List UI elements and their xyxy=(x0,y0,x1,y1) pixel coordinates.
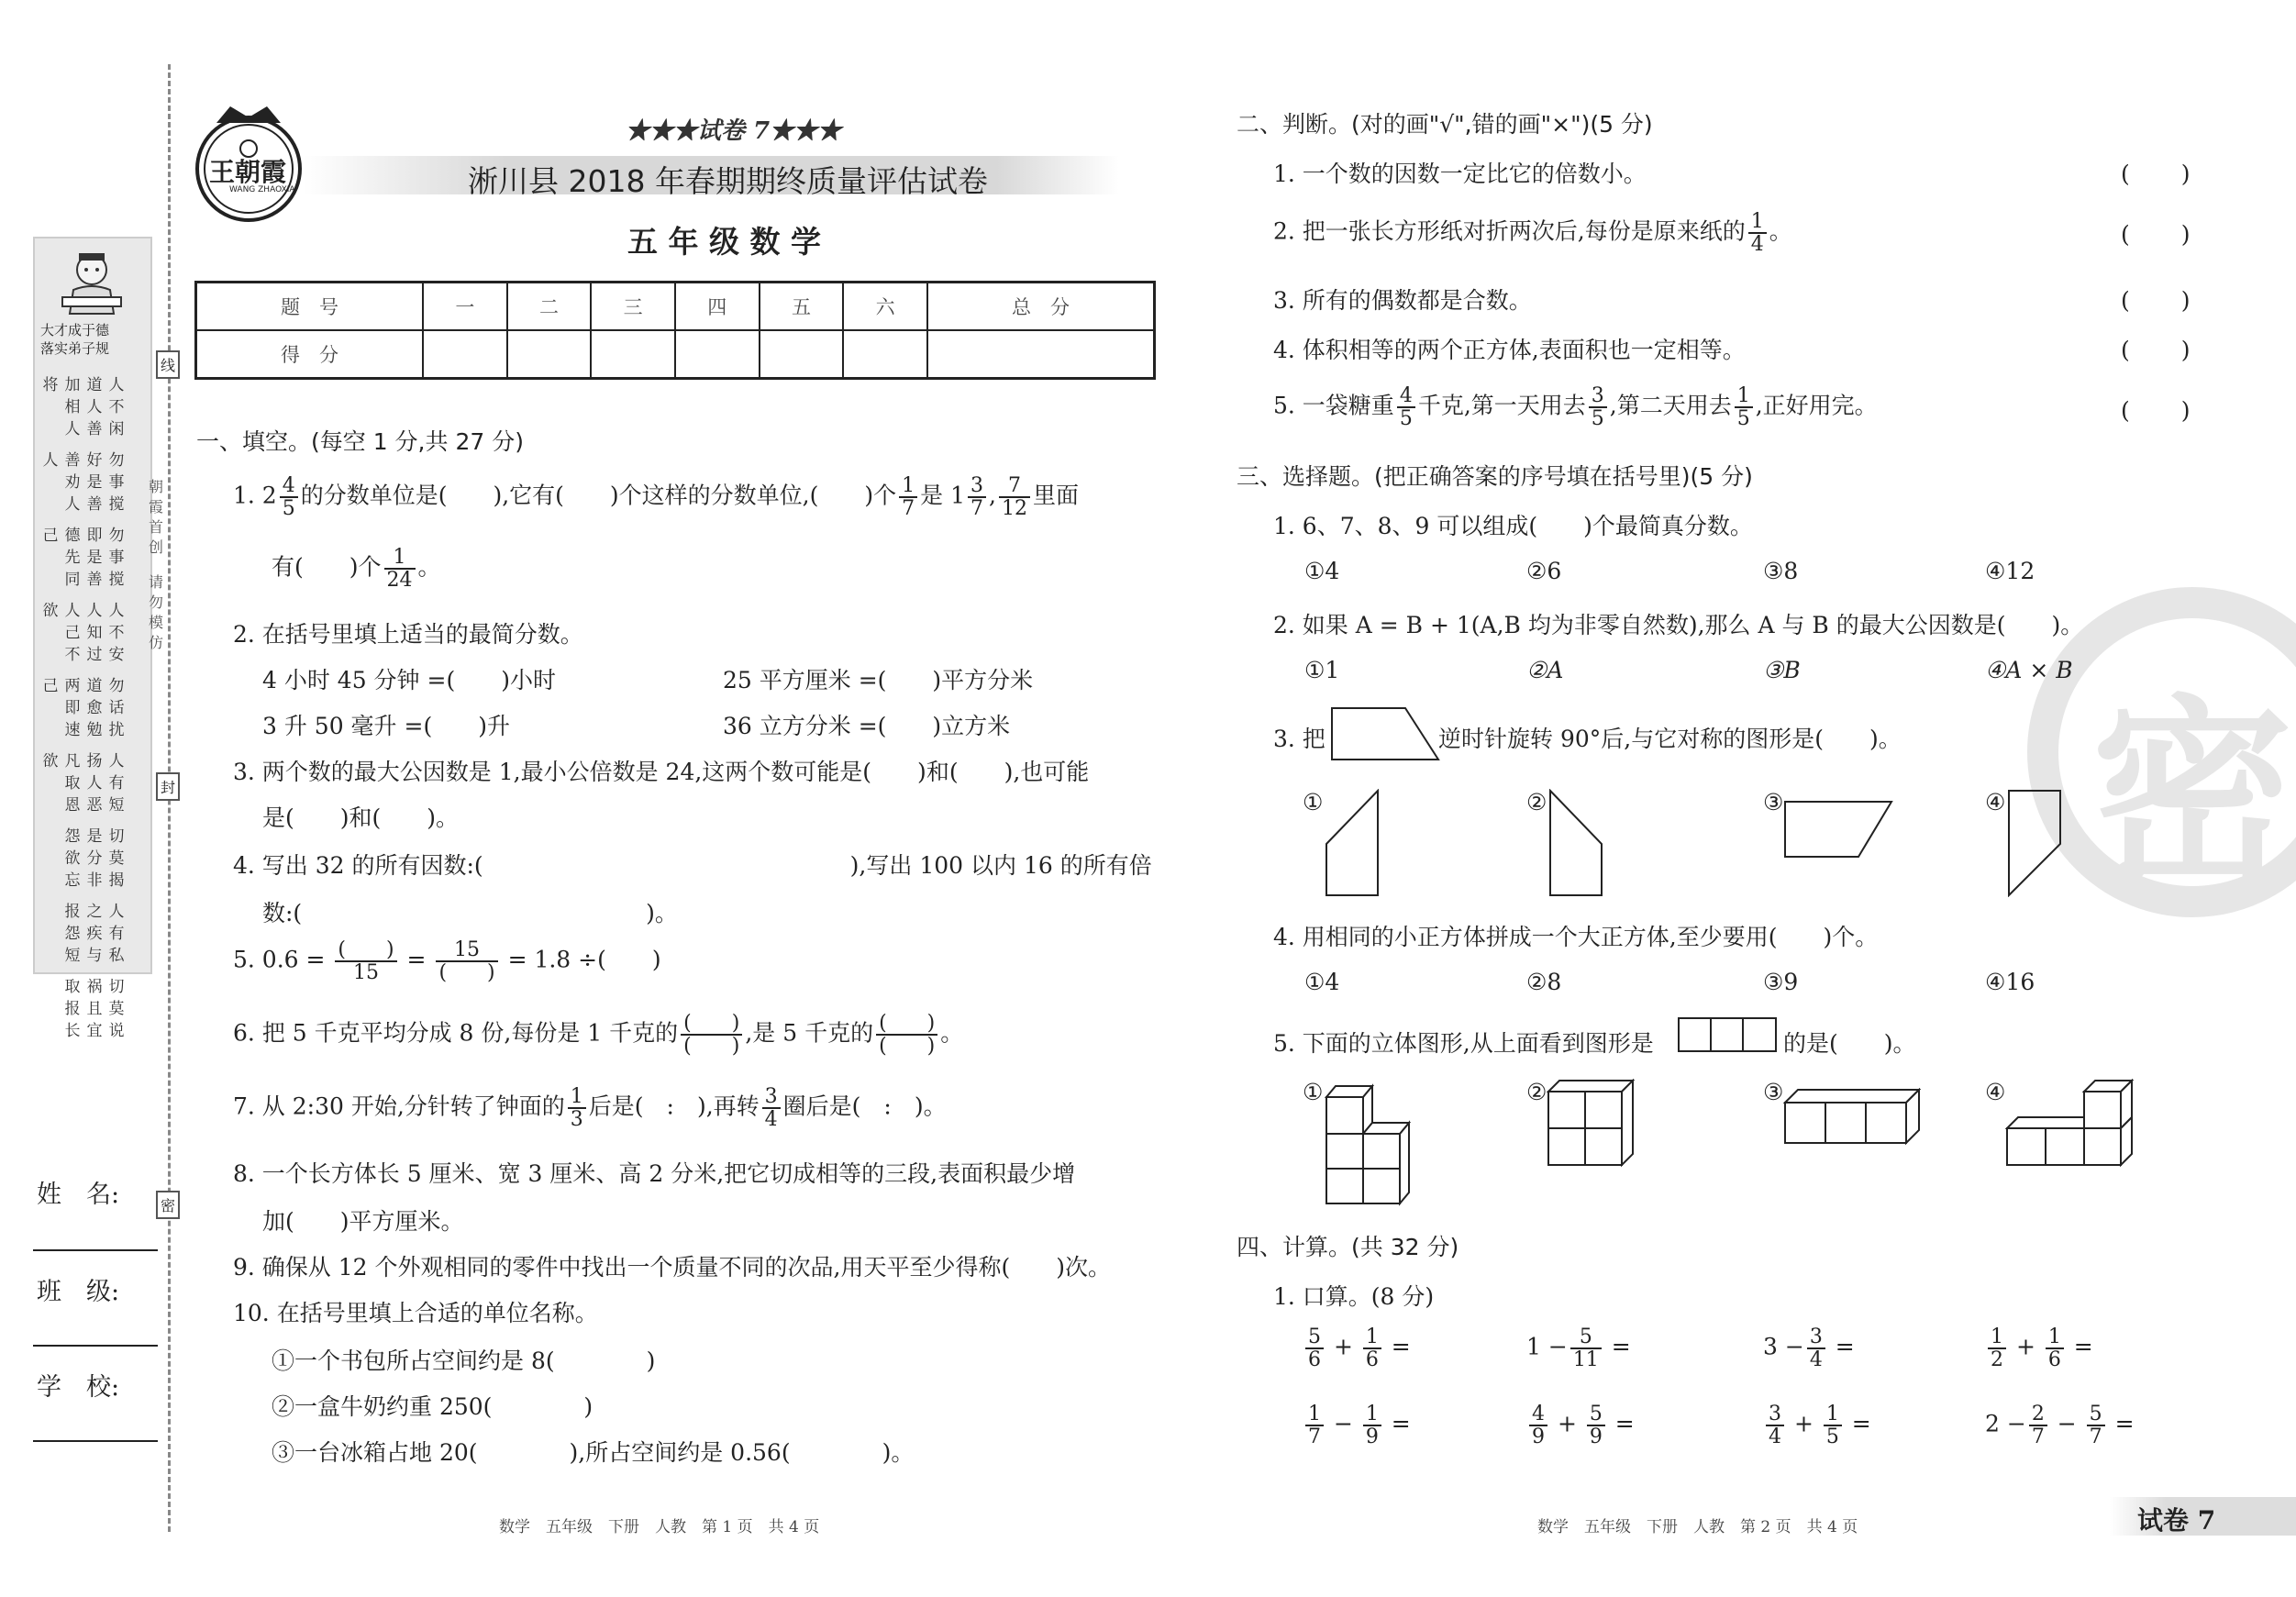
secret-watermark-char: 密 xyxy=(2091,678,2294,913)
s3-q1-opt-2[interactable]: ②6 xyxy=(1526,558,1562,584)
motto-column: 加相人 xyxy=(64,376,81,438)
s3-q4-opt-1[interactable]: ①4 xyxy=(1304,969,1340,995)
motto-column: 扬人恶 xyxy=(86,752,103,815)
s2-answer-1[interactable]: ( ) xyxy=(2121,161,2192,187)
s1-q1-line2: 有( )个 $\frac{1}{24}$ 。 xyxy=(272,546,441,593)
score-cell[interactable] xyxy=(927,330,1155,379)
motto-column: 即是善 xyxy=(86,527,103,589)
table-header-cell: 一 xyxy=(423,283,507,331)
s2-q2: 2. 把一张长方形纸对折两次后,每份是原来纸的 $\frac{1}{4}$ 。 xyxy=(1273,210,1792,257)
section-3-heading: 三、选择题。(把正确答案的序号填在括号里)(5 分) xyxy=(1237,463,1753,490)
score-table xyxy=(194,281,1156,380)
motto-column: 道愈勉 xyxy=(86,677,103,739)
motto-column: 切莫说 xyxy=(108,978,125,1040)
s1-q4-line1: 4. 写出 32 的所有因数:( ),写出 100 以内 16 的所有倍 xyxy=(233,852,1152,879)
top-view-figure xyxy=(1677,1016,1778,1053)
motto-column: 凡取恩 xyxy=(64,752,81,815)
score-cell[interactable] xyxy=(423,330,507,379)
table-header-cell: 四 xyxy=(675,283,760,331)
s3-q2-opt-4[interactable]: ④A × B xyxy=(1985,657,2073,683)
table-row-label: 得 分 xyxy=(196,330,424,379)
s1-q10-1: ①一个书包所占空间约是 8( ) xyxy=(272,1347,656,1374)
sidebar-caption: 大才成于德 落实弟子规 xyxy=(40,322,110,357)
motto-column: 是分非 xyxy=(86,827,103,890)
s3-q1-opt-3[interactable]: ③8 xyxy=(1763,558,1799,584)
fold-mark-1: 线 xyxy=(156,350,180,379)
s1-q3-line1: 3. 两个数的最大公因数是 1,最小公倍数是 24,这两个数可能是( )和( ),也可能 xyxy=(233,759,1090,785)
s1-q5: 5. 0.6 = ( ) 15 = 15 ( ) = 1.8 ÷( ) xyxy=(233,938,661,985)
section-2-heading: 二、判断。(对的画"√",错的画"×")(5 分) xyxy=(1237,111,1653,138)
fold-mark-3: 密 xyxy=(156,1191,180,1219)
footer-tag: 试卷 7 xyxy=(2137,1505,2216,1536)
s3-q3-opt-4[interactable]: ④ xyxy=(1985,789,2006,815)
motto-column: 人不闲 xyxy=(108,376,125,438)
s1-q8-line1: 8. 一个长方体长 5 厘米、宽 3 厘米、高 2 分米,把它切成相等的三段,表面积最少增 xyxy=(233,1160,1076,1187)
series-label: ★★★试卷 7★★★ xyxy=(626,117,842,145)
table-header-cell: 二 xyxy=(507,283,592,331)
s3-q1: 1. 6、7、8、9 可以组成( )个最简真分数。 xyxy=(1273,513,1753,539)
s2-answer-3[interactable]: ( ) xyxy=(2121,287,2192,314)
motto-column: 之疾与 xyxy=(86,903,103,965)
table-header-cell: 三 xyxy=(591,283,675,331)
motto-column: 人不安 xyxy=(108,602,125,664)
s3-q2-opt-3[interactable]: ③B xyxy=(1763,657,1801,683)
motto-column: 人 xyxy=(42,451,59,470)
s2-q5: 5. 一袋糖重 $\frac{4}{5}$ 千克,第一天用去 $\frac{3}{5}$ ,第二天用去 $\frac{1}{5}$ ,正好用完。 xyxy=(1273,384,1878,431)
s3-q5-opt-4[interactable]: ④ xyxy=(1985,1079,2006,1105)
score-cell[interactable] xyxy=(675,330,760,379)
s1-q6: 6. 把 5 千克平均分成 8 份,每份是 1 千克的 ( ) ( ) ,是 5 千克的 ( ) ( ) 。 xyxy=(233,1012,964,1059)
s2-answer-5[interactable]: ( ) xyxy=(2121,397,2192,424)
option-shape-4[interactable] xyxy=(2007,789,2062,897)
s1-q9: 9. 确保从 12 个外观相同的零件中找出一个质量不同的次品,用天平至少得称( )次。 xyxy=(233,1254,1111,1281)
motto-column: 人知过 xyxy=(86,602,103,664)
motto-column: 将 xyxy=(42,376,59,394)
table-header-cell: 六 xyxy=(843,283,927,331)
exam-title: 淅川县 2018 年春期期终质量评估试卷 xyxy=(468,163,988,199)
motto-column: 德先同 xyxy=(64,527,81,589)
s3-q3-prefix: 3. 把 xyxy=(1273,726,1325,752)
s2-answer-2[interactable]: ( ) xyxy=(2121,221,2192,248)
vertical-note-2: 请勿模仿 xyxy=(149,573,164,651)
trapezoid-figure xyxy=(1330,706,1440,761)
calc-expression: $\frac{1}{7}$ − $\frac{1}{9}$ = xyxy=(1303,1403,1411,1447)
calc-expression: $\frac{1}{2}$ + $\frac{1}{6}$ = xyxy=(1985,1326,2093,1370)
exam-subject: 五 年 级 数 学 xyxy=(627,224,821,260)
s3-q5-prefix: 5. 下面的立体图形,从上面看到图形是 xyxy=(1273,1030,1654,1057)
solid-option-1[interactable] xyxy=(1325,1079,1416,1207)
s2-q4: 4. 体积相等的两个正方体,表面积也一定相等。 xyxy=(1273,337,1746,363)
vertical-note-1: 朝霞首创 xyxy=(149,478,164,556)
s2-q1: 1. 一个数的因数一定比它的倍数小。 xyxy=(1273,161,1647,187)
s3-q1-opt-1[interactable]: ①4 xyxy=(1304,558,1340,584)
school-label: 学 校: xyxy=(37,1373,120,1402)
motto-column: 报怨短 xyxy=(64,903,81,965)
calc-expression: 3 − $\frac{3}{4}$ = xyxy=(1763,1325,1855,1372)
class-field-line[interactable] xyxy=(33,1345,158,1347)
motto-column: 善劝人 xyxy=(64,451,81,514)
school-field-line[interactable] xyxy=(33,1440,158,1442)
footer-left: 数学 五年级 下册 人教 第 1 页 共 4 页 xyxy=(499,1518,820,1536)
s2-answer-4[interactable]: ( ) xyxy=(2121,337,2192,363)
table-header-cell: 五 xyxy=(760,283,844,331)
class-label: 班 级: xyxy=(37,1278,120,1306)
s3-q1-opt-4[interactable]: ④12 xyxy=(1985,558,2035,584)
motto-column: 勿事搅 xyxy=(108,451,125,514)
name-label: 姓 名: xyxy=(37,1181,120,1209)
motto-column: 怨欲忘 xyxy=(64,827,81,890)
option-shape-3[interactable] xyxy=(1783,800,1893,859)
motto-column: 祸且宜 xyxy=(86,978,103,1040)
footer-right: 数学 五年级 下册 人教 第 2 页 共 4 页 xyxy=(1537,1518,1858,1536)
table-header-cell: 总 分 xyxy=(927,283,1155,331)
s3-q2: 2. 如果 A = B + 1(A,B 均为非零自然数),那么 A 与 B 的最大公因数是( )。 xyxy=(1273,612,2084,638)
s1-q3-line2: 是( )和( )。 xyxy=(262,804,460,831)
s3-q4-opt-4[interactable]: ④16 xyxy=(1985,969,2035,995)
calc-expression: $\frac{5}{6}$ + $\frac{1}{6}$ = xyxy=(1303,1326,1411,1370)
motto-column: 己 xyxy=(42,677,59,695)
table-header-cell: 题 号 xyxy=(196,283,424,331)
s3-q4-opt-2[interactable]: ②8 xyxy=(1526,969,1562,995)
s1-q2-r2-left: 3 升 50 毫升 =( )升 xyxy=(262,713,510,739)
s3-q5-opt-1[interactable]: ① xyxy=(1303,1079,1324,1105)
s1-q8-line2: 加( )平方厘米。 xyxy=(262,1208,464,1235)
motto-column: 勿话扰 xyxy=(108,677,125,739)
s1-q2-r2-right: 36 立方分米 =( )立方米 xyxy=(723,713,1011,739)
calc-expression: 2 − $\frac{2}{7}$ − $\frac{5}{7}$ = xyxy=(1985,1403,2135,1449)
s3-q5-opt-2[interactable]: ② xyxy=(1526,1079,1547,1105)
s3-q4: 4. 用相同的小正方体拼成一个大正方体,至少要用( )个。 xyxy=(1273,924,1879,950)
section-4-heading: 四、计算。(共 32 分) xyxy=(1237,1234,1459,1260)
score-cell[interactable] xyxy=(843,330,927,379)
s3-q2-opt-2[interactable]: ②A xyxy=(1526,657,1564,683)
section-1-heading: 一、填空。(每空 1 分,共 27 分) xyxy=(196,428,524,455)
motto-column: 人有私 xyxy=(108,903,125,965)
s3-q3-opt-3[interactable]: ③ xyxy=(1763,789,1784,815)
calc-expression: $\frac{3}{4}$ + $\frac{1}{5}$ = xyxy=(1763,1403,1871,1447)
s3-q3-text: 逆时针旋转 90°后,与它对称的图形是( )。 xyxy=(1438,726,1902,752)
option-shape-2[interactable] xyxy=(1548,789,1603,897)
motto-column: 取报长 xyxy=(64,978,81,1040)
motto-column: 道人善 xyxy=(86,376,103,438)
s1-q2-r1-left: 4 小时 45 分钟 =( )小时 xyxy=(262,667,556,693)
logo-text: 王朝霞 xyxy=(209,157,287,187)
s1-q10-2: ②一盒牛奶约重 250( ) xyxy=(272,1393,593,1420)
s3-q3-opt-2[interactable]: ② xyxy=(1526,789,1547,815)
s3-q5-text: 的是( )。 xyxy=(1783,1030,1916,1057)
s3-q5-opt-3[interactable]: ③ xyxy=(1763,1079,1784,1105)
solid-option-3[interactable] xyxy=(1783,1088,1921,1152)
s1-q4-line2: 数:( )。 xyxy=(262,900,678,926)
s4-sub1: 1. 口算。(8 分) xyxy=(1273,1283,1435,1310)
motto-column: 欲 xyxy=(42,752,59,771)
s1-q10: 10. 在括号里填上合适的单位名称。 xyxy=(233,1300,598,1326)
s3-q2-opt-1[interactable]: ①1 xyxy=(1304,657,1340,683)
option-shape-1[interactable] xyxy=(1325,789,1380,897)
name-field-line[interactable] xyxy=(33,1249,158,1251)
solid-option-4[interactable] xyxy=(2005,1079,2143,1170)
calc-expression: $\frac{4}{9}$ + $\frac{5}{9}$ = xyxy=(1526,1403,1635,1447)
score-cell[interactable] xyxy=(507,330,592,379)
score-cell[interactable] xyxy=(591,330,675,379)
logo-sub: WANG ZHAOXIA xyxy=(229,185,295,194)
s1-q1-line1: 1. 2 $\frac{4}{5}$ 的分数单位是( ),它有( )个这样的分数单位,( )个 $\frac{1}{7}$ 是 1 $\frac{3}{7}$ , $\frac{7}{12}$ 里面 xyxy=(233,474,1079,521)
mascot-figure xyxy=(55,246,128,319)
calc-expression: 1 − $\frac{5}{11}$ = xyxy=(1526,1325,1631,1372)
s1-q2: 2. 在括号里填上适当的最简分数。 xyxy=(233,621,583,648)
motto-column: 切莫揭 xyxy=(108,827,125,890)
s3-q3-opt-1[interactable]: ① xyxy=(1303,789,1324,815)
motto-column: 欲 xyxy=(42,602,59,620)
fold-mark-2: 封 xyxy=(156,772,180,801)
score-cell[interactable] xyxy=(760,330,844,379)
s3-q4-opt-3[interactable]: ③9 xyxy=(1763,969,1799,995)
motto-column: 人有短 xyxy=(108,752,125,815)
s1-q2-r1-right: 25 平方厘米 =( )平方分米 xyxy=(723,667,1034,693)
motto-column: 人己不 xyxy=(64,602,81,664)
s1-q10-3: ③一台冰箱占地 20( ),所占空间约是 0.56( )。 xyxy=(272,1439,915,1466)
motto-column: 两即速 xyxy=(64,677,81,739)
solid-option-2[interactable] xyxy=(1547,1079,1647,1170)
s2-q3: 3. 所有的偶数都是合数。 xyxy=(1273,287,1532,314)
motto-column: 好是善 xyxy=(86,451,103,514)
motto-column: 己 xyxy=(42,527,59,545)
motto-column: 勿事搅 xyxy=(108,527,125,589)
s1-q7: 7. 从 2:30 开始,分针转了钟面的 $\frac{1}{3}$ 后是( : ),再转 $\frac{3}{4}$ 圈后是( : )。 xyxy=(233,1085,947,1132)
